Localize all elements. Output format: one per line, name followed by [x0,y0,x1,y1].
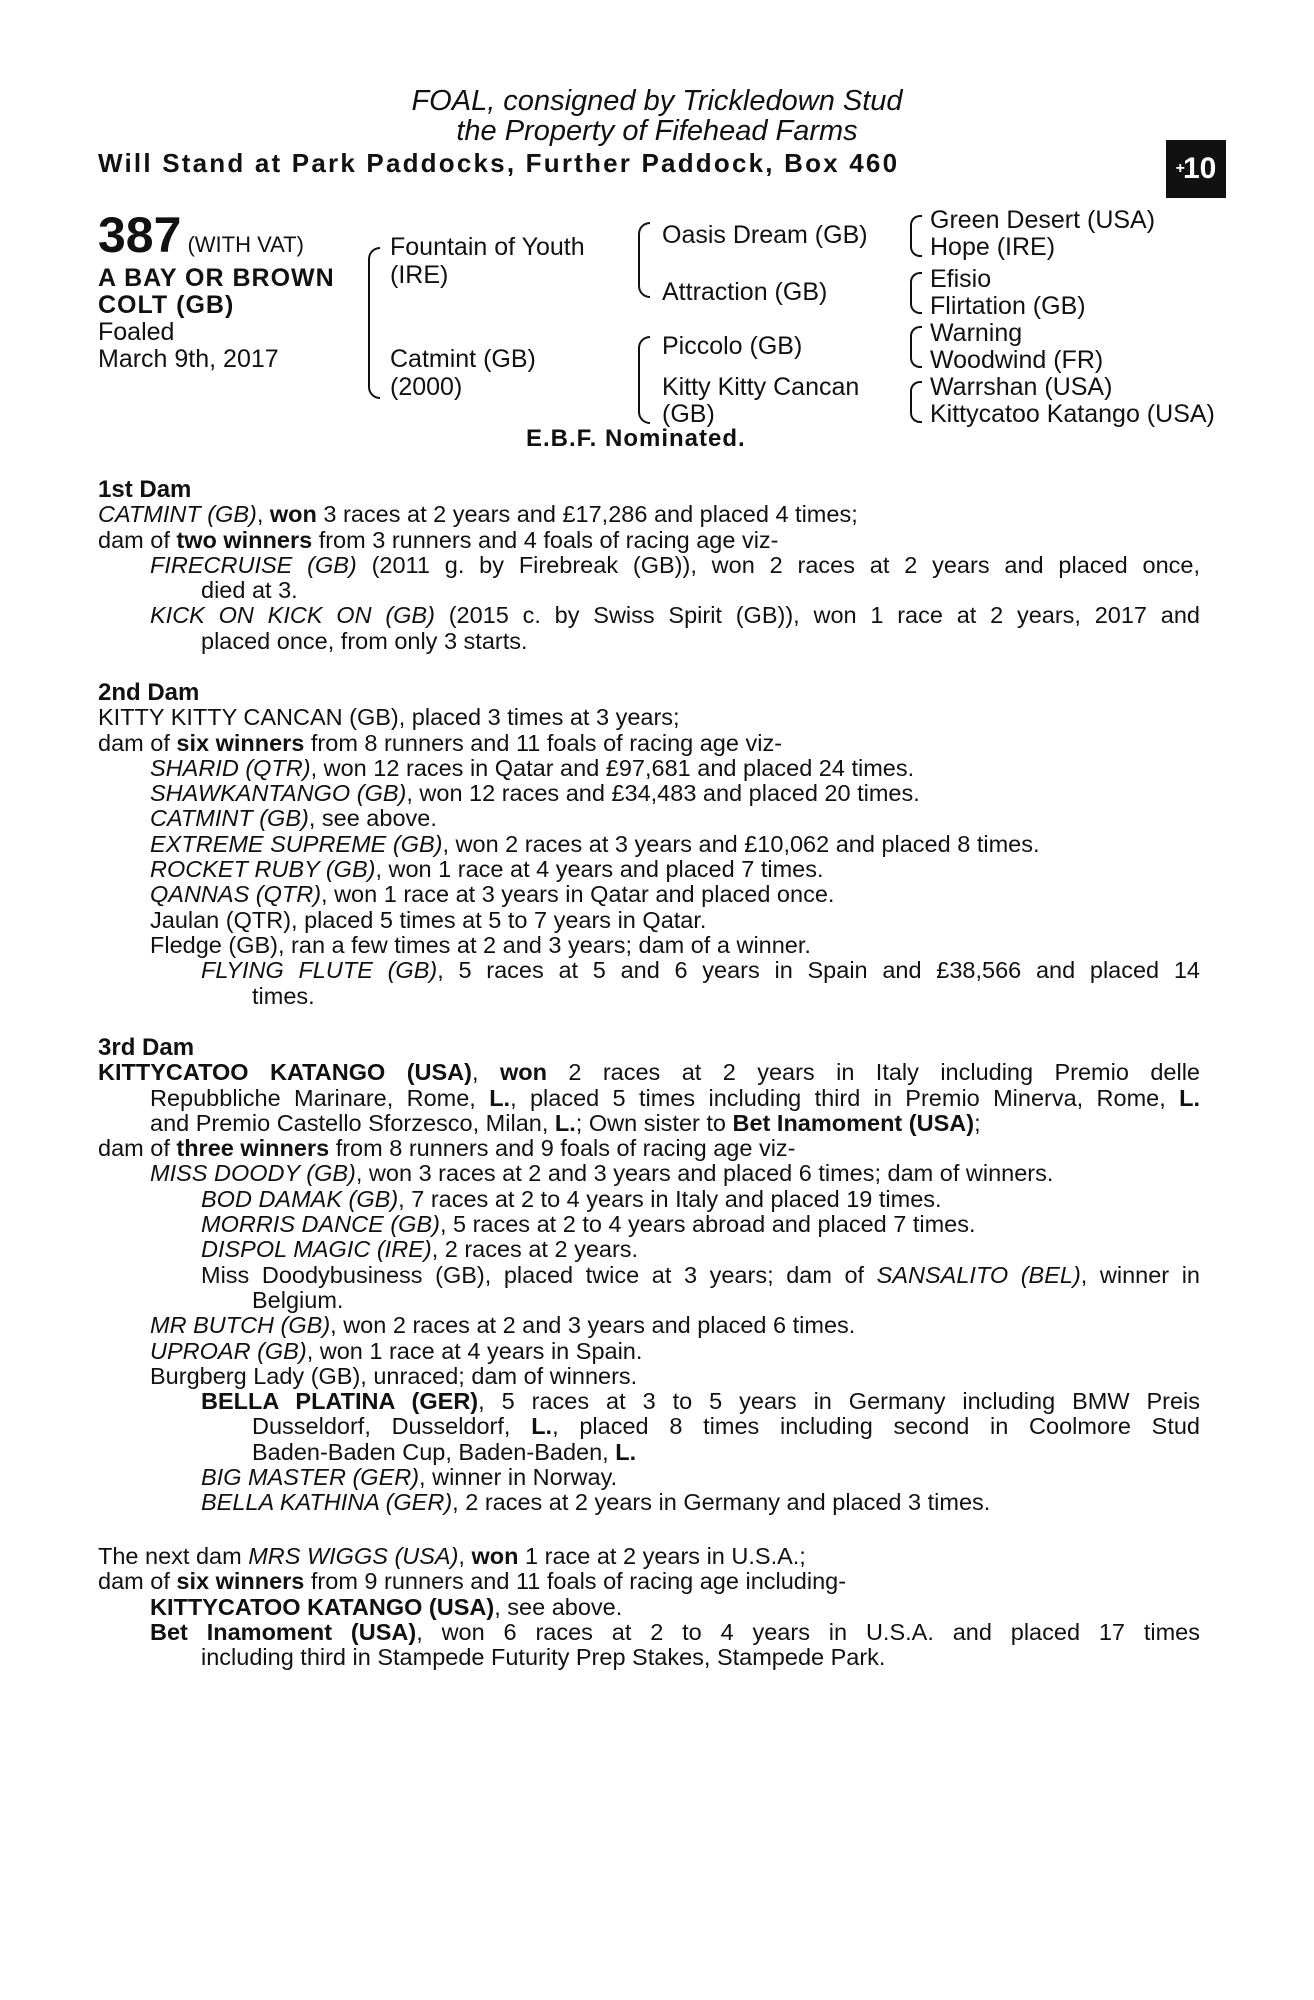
foaled-date: March 9th, 2017 [98,345,279,373]
dam-sire: Piccolo (GB) [662,332,803,360]
first-dam-foal-2: KICK ON KICK ON (GB) (2015 c. by Swiss Spirit (GB)), won 1 race at 2 years, 2017 and [150,602,1200,629]
third-dam-grandfoal-3: DISPOL MAGIC (IRE), 2 races at 2 years. [201,1236,639,1263]
third-dam-grandfoal-5: BELLA PLATINA (GER), 5 races at 3 to 5 years in Germany including BMW Preis [201,1388,1201,1415]
third-dam-foal-3: UPROAR (GB), won 1 race at 4 years in Spain. [150,1337,643,1364]
third-dam-line-1-cont-2: and Premio Castello Sforzesco, Milan, L.; Own sister to Bet Inamoment (USA); [150,1109,981,1136]
second-dam-foal-5: ROCKET RUBY (GB), won 1 race at 4 years and placed 7 times. [150,856,824,883]
first-dam-heading: 1st Dam [98,476,192,503]
lot-number: 387 [98,207,182,263]
dam-brace [638,336,650,424]
second-dam-grandfoal-1-cont: times. [252,982,315,1009]
second-dam-heading: 2nd Dam [98,679,200,706]
dam-dam-country: (GB) [662,400,715,428]
first-dam-line-1: CATMINT (GB), won 3 races at 2 years and £17,286 and placed 4 times; [98,501,858,528]
next-dam-section [98,1544,1200,1670]
next-dam-line-2: dam of six winners from 9 runners and 11 foals of racing age including- [98,1568,847,1595]
dam-dam-name: Kitty Kitty Cancan [662,373,860,401]
lot-description-1: A BAY OR BROWN [98,264,335,292]
badge-plus: + [1175,160,1185,177]
badge-number: 10 [1182,152,1217,185]
third-dam-grandfoal-2: MORRIS DANCE (GB), 5 races at 2 to 4 years abroad and placed 7 times. [201,1211,976,1238]
brace-ds [910,326,922,368]
sire-name: Fountain of Youth [390,233,585,261]
second-dam-foal-3: CATMINT (GB), see above. [150,805,437,832]
lot-number-line [98,206,304,264]
stand-location: Will Stand at Park Paddocks, Further Paddock, Box 460 [98,148,900,178]
ped-ssd: Hope (IRE) [930,233,1056,261]
second-dam-line-1: KITTY KITTY CANCAN (GB), placed 3 times at 3 years; [98,704,680,731]
third-dam-grandfoal-5-cont-2: Baden-Baden Cup, Baden-Baden, L. [252,1438,637,1465]
lot-badge [1166,140,1226,198]
second-dam-grandfoal-1: FLYING FLUTE (GB), 5 races at 5 and 6 years in Spain and £38,566 and placed 14 [201,957,1200,984]
first-dam-foal-1: FIRECRUISE (GB) (2011 g. by Firebreak (GB)), won 2 races at 2 years and placed once, [150,551,1200,578]
foaled-label: Foaled [98,318,175,346]
dam-year: (2000) [390,373,463,401]
ped-dds: Warrshan (USA) [930,373,1113,401]
second-dam-foal-1: SHARID (QTR), won 12 races in Qatar and £97,681 and placed 24 times. [150,754,915,781]
third-dam-section [98,1035,1200,1516]
brace-ss [910,215,922,257]
third-dam-line-1: KITTYCATOO KATANGO (USA), won 2 races at 2 years in Italy including Premio delle [98,1059,1200,1086]
header-line-1: FOAL, consigned by Trickledown Stud [411,85,903,117]
brace-dd [910,381,922,423]
second-dam-line-2: dam of six winners from 8 runners and 11 foals of racing age viz- [98,729,783,756]
dam-name: Catmint (GB) [390,345,536,373]
first-dam-section [98,477,1200,654]
first-dam-foal-1-cont: died at 3. [201,577,298,604]
ped-sss: Green Desert (USA) [930,206,1156,234]
third-dam-grandfoal-7: BELLA KATHINA (GER), 2 races at 2 years in Germany and placed 3 times. [201,1489,991,1516]
next-dam-foal-1: KITTYCATOO KATANGO (USA), see above. [150,1593,623,1620]
second-dam-foal-2: SHAWKANTANGO (GB), won 12 races and £34,483 and placed 20 times. [150,780,920,807]
brace-sd [910,272,922,314]
third-dam-grandfoal-6: BIG MASTER (GER), winner in Norway. [201,1464,618,1491]
second-dam-foal-6: QANNAS (QTR), won 1 race at 3 years in Qatar and placed once. [150,881,835,908]
ped-dsd: Woodwind (FR) [930,346,1104,374]
next-dam-foal-2-cont: including third in Stampede Futurity Prep Stakes, Stampede Park. [201,1644,886,1671]
ped-sdd: Flirtation (GB) [930,292,1086,320]
next-dam-line-1: The next dam MRS WIGGS (USA), won 1 race at 2 years in U.S.A.; [98,1543,806,1569]
first-dam-line-2: dam of two winners from 3 runners and 4 foals of racing age viz- [98,526,779,553]
lot-vat: (WITH VAT) [187,232,304,257]
ebf-nominated: E.B.F. Nominated. [526,425,746,452]
sire-dam: Attraction (GB) [662,278,828,306]
sire-brace [638,222,650,298]
next-dam-foal-2: Bet Inamoment (USA), won 6 races at 2 to 4 years in U.S.A. and placed 17 times [150,1618,1200,1645]
sire-sire: Oasis Dream (GB) [662,221,868,249]
third-dam-grandfoal-1: BOD DAMAK (GB), 7 races at 2 to 4 years in Italy and placed 19 times. [201,1185,942,1212]
ped-sds: Efisio [930,265,992,293]
third-dam-foal-2: MR BUTCH (GB), won 2 races at 2 and 3 years and placed 6 times. [150,1312,856,1339]
second-dam-foal-8: Fledge (GB), ran a few times at 2 and 3 years; dam of a winner. [150,931,811,958]
third-dam-line-1-cont-1: Repubbliche Marinare, Rome, L., placed 5 times including third in Premio Minerva, Rome, L. [150,1084,1201,1111]
second-dam-foal-4: EXTREME SUPREME (GB), won 2 races at 3 years and £10,062 and placed 8 times. [150,830,1040,857]
second-dam-foal-7: Jaulan (QTR), placed 5 times at 5 to 7 years in Qatar. [150,906,707,933]
third-dam-foal-1: MISS DOODY (GB), won 3 races at 2 and 3 years and placed 6 times; dam of winners. [150,1160,1054,1187]
third-dam-foal-4: Burgberg Lady (GB), unraced; dam of winners. [150,1362,638,1389]
third-dam-grandfoal-5-cont-1: Dusseldorf, Dusseldorf, L., placed 8 times including second in Coolmore Stud [252,1413,1200,1440]
first-dam-foal-2-cont: placed once, from only 3 starts. [201,627,528,654]
header-line-2: the Property of Fifehead Farms [456,115,858,147]
third-dam-heading: 3rd Dam [98,1034,195,1061]
second-dam-section [98,680,1200,1009]
ped-dss: Warning [930,319,1023,347]
third-dam-grandfoal-4-cont: Belgium. [252,1286,344,1313]
lot-description-2: COLT (GB) [98,291,235,319]
sire-dam-brace [368,247,380,399]
third-dam-line-2: dam of three winners from 8 runners and 9 foals of racing age viz- [98,1135,796,1162]
ped-ddd: Kittycatoo Katango (USA) [930,400,1215,428]
third-dam-grandfoal-4: Miss Doodybusiness (GB), placed twice at 3 years; dam of SANSALITO (BEL), winner in [201,1261,1200,1288]
sire-country: (IRE) [390,261,449,289]
